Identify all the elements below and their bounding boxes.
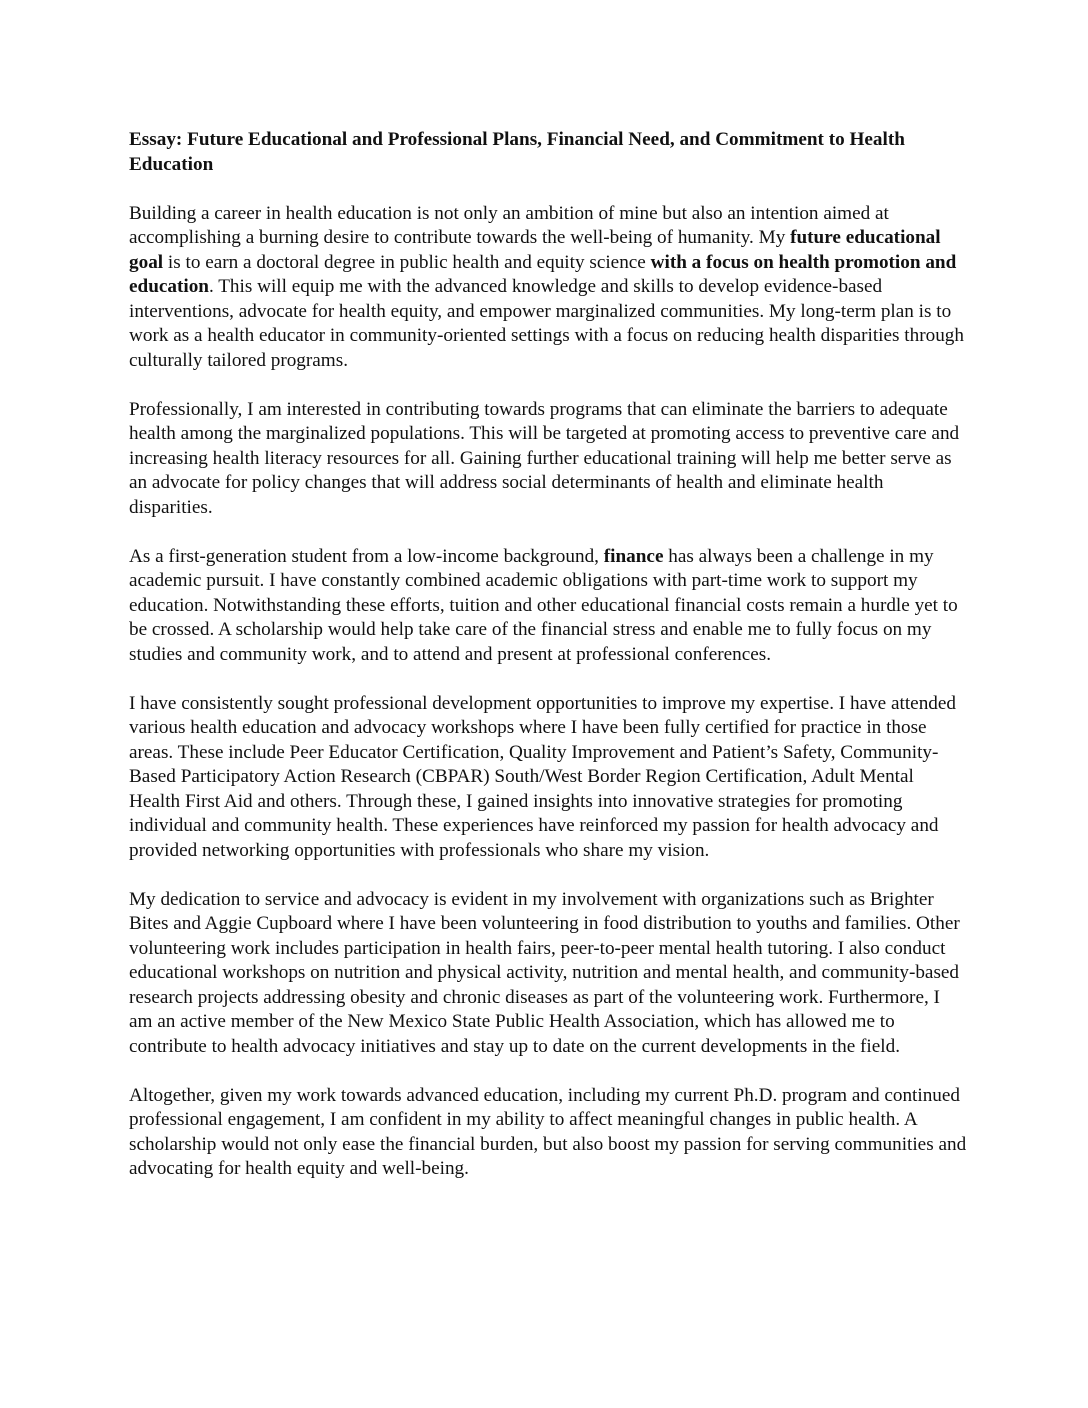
text-run: As a first-generation student from a low-income background, <box>129 545 604 567</box>
bold-run: with a focus on health promotion and education <box>129 251 957 297</box>
bold-run: finance <box>603 545 664 567</box>
text-run: has always been a challenge in my academic pursuit. I have constantly combined academic obligations with part-time work to support my education. Notwithstanding these efforts, tuition and other educational financial costs remain a hurdle yet to be crossed. A scholarship would help take care of the financial stress and enable me to fully focus on my studies and community work, and to attend and present at professional conferences. <box>129 545 958 665</box>
paragraph-plans <box>129 202 967 374</box>
paragraph-conclusion <box>129 1084 967 1182</box>
paragraph-development <box>129 692 967 864</box>
document-body <box>129 128 967 1206</box>
bold-run: future educational goal <box>129 227 941 273</box>
text-run: Professionally, I am interested in contributing towards programs that can eliminate the barriers to adequate health among the marginalized populations. This will be targeted at promoting access to preventive care and increasing health literacy resources for all. Gaining further educational training will help me better serve as an advocate for policy changes that will address social determinants of health and eliminate health disparities. <box>129 398 960 518</box>
text-run: . This will equip me with the advanced knowledge and skills to develop evidence-based interventions, advocate for health equity, and empower marginalized communities. My long-term plan is to work as a health educator in community-oriented settings with a focus on reducing health disparities through culturally tailored programs. <box>129 276 964 371</box>
paragraph-service <box>129 888 967 1060</box>
paragraph-finance <box>129 545 967 668</box>
text-run: Altogether, given my work towards advanced education, including my current Ph.D. program and continued professional engagement, I am confident in my ability to affect meaningful changes in public health. A scholarship would not only ease the financial burden, but also boost my passion for serving communities and advocating for health equity and well-being. <box>129 1084 967 1179</box>
essay-title: Essay: Future Educational and Professional Plans, Financial Need, and Commitment to Health Education <box>129 129 905 175</box>
paragraph-professional <box>129 398 967 521</box>
text-run: Building a career in health education is not only an ambition of mine but also an intention aimed at accomplishing a burning desire to contribute towards the well-being of humanity. My <box>129 202 889 248</box>
text-run: is to earn a doctoral degree in public health and equity science <box>163 251 651 273</box>
text-run: I have consistently sought professional development opportunities to improve my expertise. I have attended various health education and advocacy workshops where I have been fully certified for practice in those areas. These include Peer Educator Certification, Quality Improvement and Patient’s Safety, Community-Based Participatory Action Research (CBPAR) South/West Border Region Certification, Adult Mental Health First Aid and others. Through these, I gained insights into innovative strategies for promoting individual and community health. These experiences have reinforced my passion for health advocacy and provided networking opportunities with professionals who share my vision. <box>129 692 956 861</box>
text-run: My dedication to service and advocacy is evident in my involvement with organizations such as Brighter Bites and Aggie Cupboard where I have been volunteering in food distribution to youths and families. Other volunteering work includes participation in health fairs, peer-to-peer mental health tutoring. I also conduct educational workshops on nutrition and physical activity, nutrition and mental health, and community-based research projects addressing obesity and chronic diseases as part of the volunteering work. Furthermore, I am an active member of the New Mexico State Public Health Association, which has allowed me to contribute to health advocacy initiatives and stay up to date on the current developments in the field. <box>129 888 960 1057</box>
